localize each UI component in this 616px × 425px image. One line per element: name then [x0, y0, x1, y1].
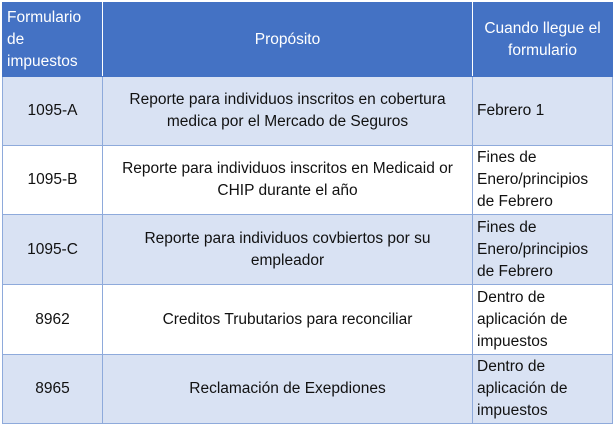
cell-when: Dentro de aplicación de impuestos [473, 285, 613, 355]
header-purpose: Propósito [103, 3, 473, 77]
header-form: Formulario de impuestos [3, 3, 103, 77]
header-when: Cuando llegue el formulario [473, 3, 613, 77]
cell-when: Fines de Enero/principios de Febrero [473, 215, 613, 285]
tax-forms-table-container [2, 2, 612, 424]
cell-form: 1095-A [3, 77, 103, 146]
table-row [3, 355, 613, 424]
table-row [3, 77, 613, 146]
cell-form: 8962 [3, 285, 103, 355]
cell-purpose: Reporte para individuos inscritos en cobertura medica por el Mercado de Seguros [103, 77, 473, 146]
cell-purpose: Creditos Trubutarios para reconciliar [103, 285, 473, 355]
table-row [3, 146, 613, 215]
cell-when: Fines de Enero/principios de Febrero [473, 146, 613, 215]
cell-purpose: Reporte para individuos inscritos en Medicaid or CHIP durante el año [103, 146, 473, 215]
table-row [3, 215, 613, 285]
tax-forms-table [2, 2, 613, 424]
cell-form: 8965 [3, 355, 103, 424]
cell-purpose: Reclamación de Exepdiones [103, 355, 473, 424]
table-row [3, 285, 613, 355]
cell-when: Febrero 1 [473, 77, 613, 146]
cell-form: 1095-C [3, 215, 103, 285]
table-header-row [3, 3, 613, 77]
cell-purpose: Reporte para individuos covbiertos por su empleador [103, 215, 473, 285]
cell-when: Dentro de aplicación de impuestos [473, 355, 613, 424]
cell-form: 1095-B [3, 146, 103, 215]
